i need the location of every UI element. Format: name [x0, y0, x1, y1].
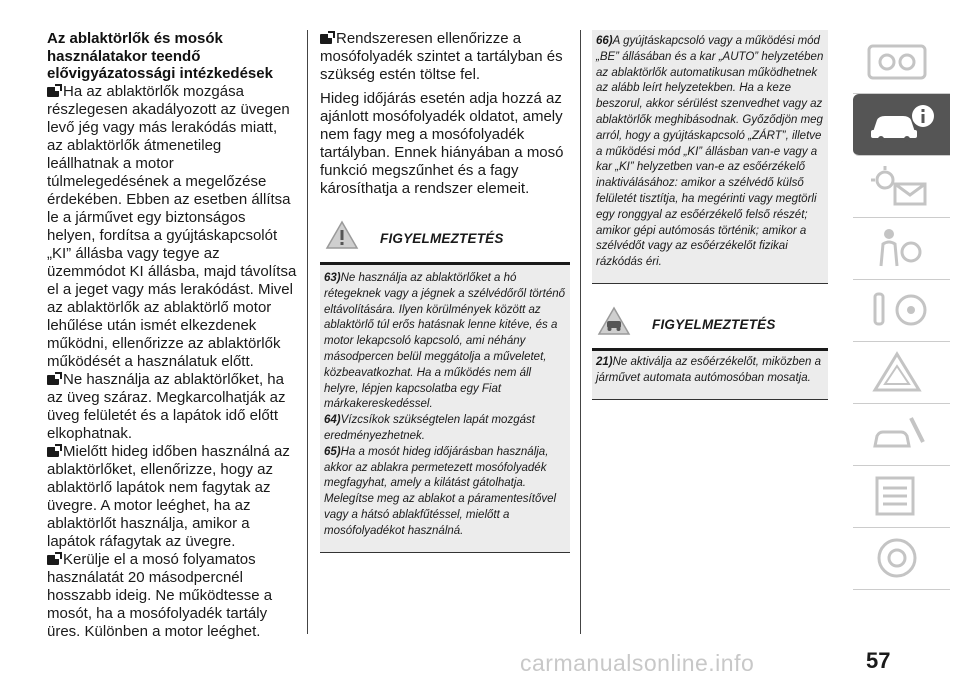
checkbox-bullet-icon	[47, 555, 59, 565]
column-2	[320, 30, 570, 553]
list-item: Rendszeresen ellenőrizze a mosófolyadék szintet a tartályban és szükség estén töltse fel.	[320, 30, 563, 83]
checkbox-bullet-icon	[320, 34, 332, 44]
list-item: Ne használja az ablaktörlőket, ha az üveg száraz. Megkarcolhatják az üveg felületét és a lapátok idő előtt elkophatnak.	[47, 370, 286, 442]
tab-car-info[interactable]	[853, 94, 950, 156]
tab-emergency[interactable]	[853, 342, 950, 404]
list-item: Mielőtt hideg időben használná az ablaktörlőket, ellenőrizze, hogy az ablaktörlő lapátok nem fagytak az üvegre. A motor leéghet, ha az ablaktörlőt használja, amikor a lapátok ráfagytak az üvegre.	[47, 442, 290, 550]
list-item: Kerülje el a mosó folyamatos használatát 20 másodpercnél hosszabb ideig. Ne működtesse a mosót, ha a mosófolyadék tartály üres. Különben a motor leéghet.	[47, 550, 273, 640]
key-steering-icon	[867, 288, 937, 332]
warning-header	[320, 220, 570, 265]
column-3	[592, 30, 828, 400]
warning-box	[592, 351, 828, 400]
watermark: carmanualsonline.info	[520, 650, 755, 676]
column-1	[47, 30, 297, 641]
note-item: 21)Ne aktiválja az esőérzékelőt, miközben a járművet automata autómosóban mosatja.	[596, 355, 822, 384]
tab-index[interactable]	[853, 528, 950, 590]
checkbox-bullet-icon	[47, 447, 59, 457]
lights-message-icon	[867, 164, 937, 208]
seatbelt-airbag-icon	[867, 226, 937, 270]
warning-triangle-icon	[867, 350, 937, 394]
chapter-sidebar	[853, 32, 950, 590]
tab-technical-data[interactable]	[853, 466, 950, 528]
note-item: 65)Ha a mosót hideg időjárásban használja, akkor az ablakra permetezett mosófolyadék megfagyhat, amely a kilátást gátolhatja. Melegítse meg az ablakot a páramentesítővel vagy a hátsó ablakfűtéssel, mielőtt a mosófolyadékot használná.	[324, 445, 557, 537]
tab-starting-driving[interactable]	[853, 280, 950, 342]
column-divider	[307, 30, 308, 634]
note-item: 63)Ne használja az ablaktörlőket a hó rétegeknek vagy a jégnek a szélvédőről történő eltávolítására. Ilyen körülmények között az ablaktörlő túl erős hatásnak lenne kitéve, és a motor lekapcsoló kapcsoló, ami néhány másodpercen belül meggátolja a műveletet, közbeavatkozhat. Ha a működés nem áll helyre, lépjen kapcsolatba egy Fiat márkakereskedéssel.	[324, 272, 566, 411]
column-divider	[580, 30, 581, 634]
dashboard-icon	[867, 40, 937, 84]
note-box	[592, 30, 828, 284]
checkbox-bullet-icon	[47, 87, 59, 97]
checkbox-bullet-icon	[47, 375, 59, 385]
page-number: 57	[866, 648, 891, 673]
warning-triangle-icon	[325, 220, 359, 250]
section-heading: Az ablaktörlők és mosók használatakor teendő elővigyázatossági intézkedések	[47, 30, 273, 82]
warning-box	[320, 265, 570, 553]
tab-lights-messages[interactable]	[853, 156, 950, 218]
warning-title: FIGYELMEZTETÉS	[380, 231, 504, 246]
wrench-car-icon	[867, 412, 937, 456]
warning-title: FIGYELMEZTETÉS	[652, 316, 776, 332]
alphabet-index-icon	[867, 536, 937, 580]
specs-list-icon	[867, 474, 937, 518]
tab-maintenance[interactable]	[853, 404, 950, 466]
tab-dashboard[interactable]	[853, 32, 950, 94]
car-info-icon	[867, 102, 937, 146]
list-item: Ha az ablaktörlők mozgása részlegesen akadályozott az üvegen levő jég vagy más lerakódás miatt, az ablaktörlők átmenetileg leállhatnak a motor túlmelegedésének a megelőzése érdekében. Ebben az esetben állítsa le a járművet egy biztonságos helyen, fordítsa a gyújtáskapcsolót „KI” állásba vagy tegye az üzemmódot KI állásba, majd távolítsa el a jeget vagy más lerakódást. Mivel az ablaktörlők az ablaktörlő motor lehűlése után ismét elkezdenek működni, ellenőrizze az ablaktörlők működését a használatuk előtt.	[47, 82, 297, 370]
note-item: 66)A gyújtáskapcsoló vagy a működési mód „BE” állásában és a kar „AUTO” helyzetében az ablaktörlők automatikusan működhetnek az alább leírt helyzetekben. Ha a keze beszorul, akkor sérülést szenvedhet vagy az ablaktörlők meghibásodnak. Győződjön meg arról, hogy a gyújtáskapcsoló „ZÁRT”, illetve a működési mód „KI” állásban van-e vagy a kar „KI” helyzetben van-e az esőérzékelő inaktiválásához: amikor a szélvédő külső felületét tisztítja, ha megérinti vagy megtörli egy ronggyal az esőérzékelő felső részét; amikor gépi autómosás történik; amikor a szélvédőt vagy az esőérzékelőt fizikai rázkódás éri.	[596, 35, 824, 269]
warning-header	[592, 306, 828, 351]
tab-safety[interactable]	[853, 218, 950, 280]
warning-car-icon	[597, 306, 631, 336]
paragraph: Hideg időjárás esetén adja hozzá az ajánlott mosófolyadék oldatot, amely nem fagy meg a mosófolyadék tartályban. Ennek hiányában a mosó funkció megszűnhet és a fagy károsíthatja a rendszer elemeit.	[320, 90, 564, 197]
note-item: 64)Vízcsíkok szükségtelen lapát mozgást eredményezhetnek.	[324, 414, 535, 442]
